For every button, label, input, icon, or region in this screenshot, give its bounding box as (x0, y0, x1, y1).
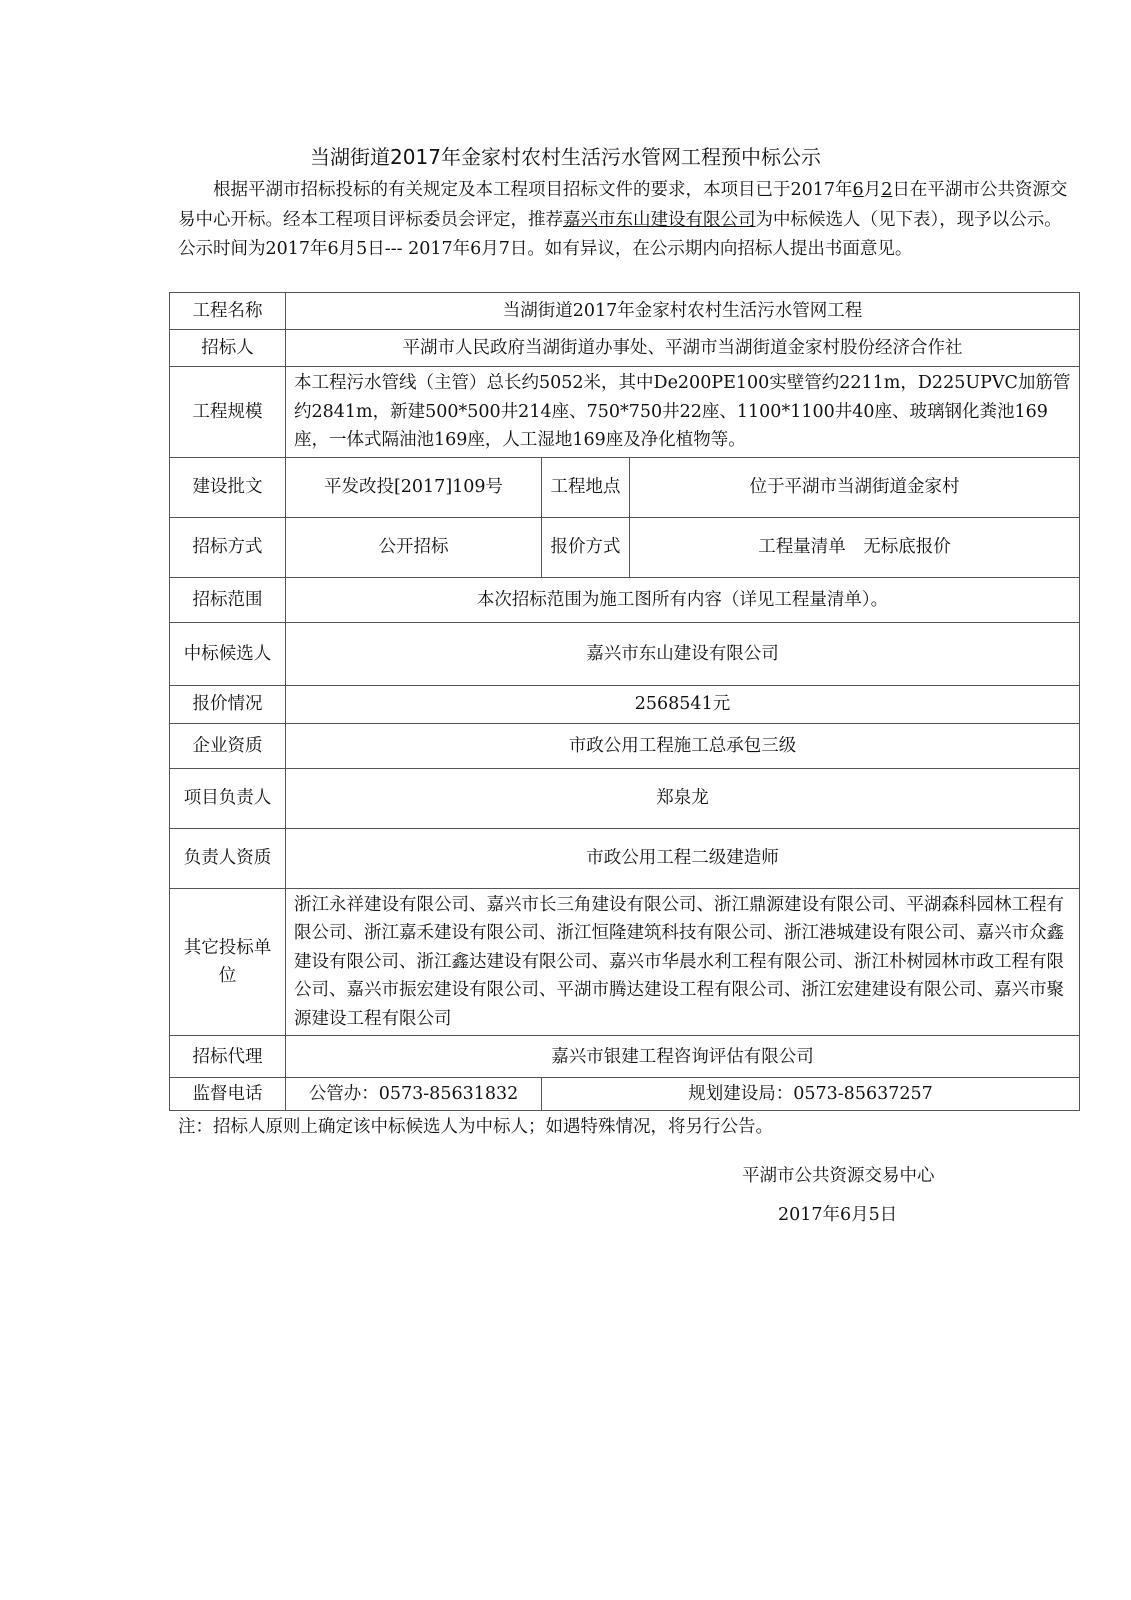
qualification-value: 市政公用工程施工总承包三级 (286, 723, 1080, 768)
row-tenderer (170, 330, 1080, 367)
intro-day: 2 (881, 180, 893, 200)
row-agent (170, 1036, 1080, 1078)
intro-month: 6 (852, 180, 864, 200)
manager-qual-label: 负责人资质 (170, 828, 286, 888)
price-label: 报价情况 (170, 685, 286, 723)
tenderer-label: 招标人 (170, 330, 286, 367)
price-value: 2568541元 (286, 685, 1080, 723)
row-project-name (170, 293, 1080, 330)
tender-info-table (169, 292, 1080, 1111)
phone-label: 监督电话 (170, 1078, 286, 1111)
qualification-label: 企业资质 (170, 723, 286, 768)
row-candidate (170, 622, 1080, 685)
intro-text-2: 月 (863, 180, 882, 200)
intro-paragraph (178, 176, 1073, 265)
quote-method-value: 工程量清单 无标底报价 (630, 517, 1080, 577)
row-manager (170, 768, 1080, 828)
phone-2-value: 规划建设局：0573-85637257 (542, 1078, 1080, 1111)
row-method (170, 517, 1080, 577)
project-name-label: 工程名称 (170, 293, 286, 330)
agent-label: 招标代理 (170, 1036, 286, 1078)
manager-value: 郑泉龙 (286, 768, 1080, 828)
row-scale (170, 367, 1080, 458)
row-scope (170, 577, 1080, 622)
signature-organization: 平湖市公共资源交易中心 (742, 1166, 935, 1186)
row-other-bidders (170, 888, 1080, 1036)
tenderer-value: 平湖市人民政府当湖街道办事处、平湖市当湖街道金家村股份经济合作社 (286, 330, 1080, 367)
intro-text-4: 为中标候选人（见下表），现予以公示。公示时间为2017年6月5日--- 2017年6月7日。如有异议，在公示期内向招标人提出书面意见。 (178, 209, 1062, 259)
row-approval (170, 457, 1080, 517)
agent-value: 嘉兴市银建工程咨询评估有限公司 (286, 1036, 1080, 1078)
footnote: 注：招标人原则上确定该中标候选人为中标人；如遇特殊情况，将另行公告。 (178, 1117, 773, 1137)
row-manager-qual (170, 828, 1080, 888)
manager-label: 项目负责人 (170, 768, 286, 828)
scale-value: 本工程污水管线（主管）总长约5052米，其中De200PE100实壁管约2211m，D225UPVC加筋管约2841m，新建500*500井214座、750*750井22座、1100*1100井40座、玻璃钢化粪池169座，一体式隔油池169座，人工湿地169座及净化植物等。 (286, 367, 1080, 458)
approval-label: 建设批文 (170, 457, 286, 517)
other-bidders-label: 其它投标单位 (170, 888, 286, 1036)
scope-value: 本次招标范围为施工图所有内容（详见工程量清单）。 (286, 577, 1080, 622)
candidate-label: 中标候选人 (170, 622, 286, 685)
scale-label: 工程规模 (170, 367, 286, 458)
manager-qual-value: 市政公用工程二级建造师 (286, 828, 1080, 888)
signature-date: 2017年6月5日 (778, 1205, 898, 1225)
phone-1-value: 公管办：0573-85631832 (286, 1078, 542, 1111)
other-bidders-value: 浙江永祥建设有限公司、嘉兴市长三角建设有限公司、浙江鼎源建设有限公司、平湖森科园林工程有限公司、浙江嘉禾建设有限公司、浙江恒隆建筑科技有限公司、浙江港城建设有限公司、嘉兴市众鑫建设有限公司、浙江鑫达建设有限公司、嘉兴市华晨水利工程有限公司、浙江朴树园林市政工程有限公司、嘉兴市振宏建设有限公司、平湖市腾达建设工程有限公司、浙江宏建建设有限公司、嘉兴市聚源建设工程有限公司 (286, 888, 1080, 1036)
quote-method-label: 报价方式 (542, 517, 630, 577)
intro-text-1: 根据平湖市招标投标的有关规定及本工程项目招标文件的要求，本项目已于2017年 (213, 180, 853, 200)
candidate-value: 嘉兴市东山建设有限公司 (286, 622, 1080, 685)
approval-value: 平发改投[2017]109号 (286, 457, 542, 517)
row-phone (170, 1078, 1080, 1111)
row-qualification (170, 723, 1080, 768)
location-label: 工程地点 (542, 457, 630, 517)
method-label: 招标方式 (170, 517, 286, 577)
scope-label: 招标范围 (170, 577, 286, 622)
project-name-value: 当湖街道2017年金家村农村生活污水管网工程 (286, 293, 1080, 330)
location-value: 位于平湖市当湖街道金家村 (630, 457, 1080, 517)
method-value: 公开招标 (286, 517, 542, 577)
intro-text-3: 日在平湖市公共资源交易中心开标。经本工程项目评标委员会评定，推荐 (178, 180, 1068, 230)
document-title: 当湖街道2017年金家村农村生活污水管网工程预中标公示 (310, 145, 821, 169)
intro-winner: 嘉兴市东山建设有限公司 (563, 209, 756, 230)
row-price (170, 685, 1080, 723)
